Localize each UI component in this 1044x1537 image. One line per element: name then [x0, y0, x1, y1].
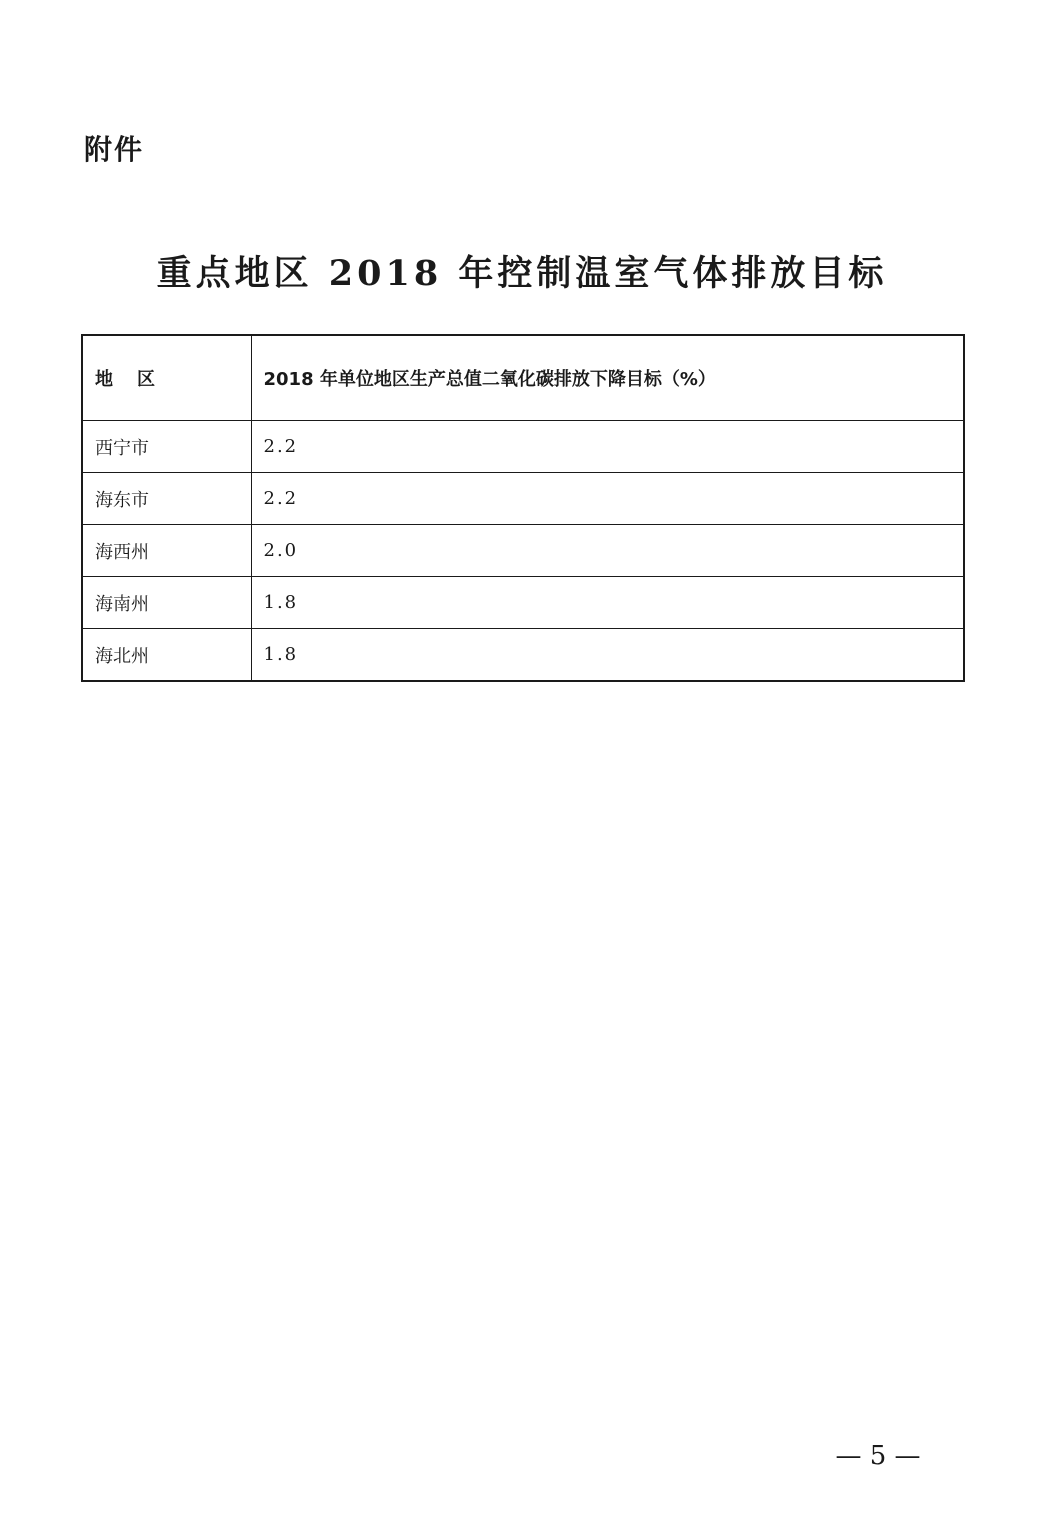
value-cell: 1.8 [251, 577, 964, 629]
value-cell: 2.0 [251, 525, 964, 577]
table-row [82, 577, 964, 629]
region-cell: 海南州 [82, 577, 251, 629]
page-number: — 5 — [835, 1441, 921, 1471]
value-cell: 2.2 [251, 421, 964, 473]
value-cell: 1.8 [251, 629, 964, 682]
header-target: 2018 年单位地区生产总值二氧化碳排放下降目标（%） [251, 335, 964, 421]
attachment-label: 附件 [84, 133, 145, 166]
table-row [82, 629, 964, 682]
region-cell: 海东市 [82, 473, 251, 525]
value-cell: 2.2 [251, 473, 964, 525]
region-cell: 海北州 [82, 629, 251, 682]
table-row [82, 525, 964, 577]
region-cell: 西宁市 [82, 421, 251, 473]
table-row [82, 473, 964, 525]
document-title: 重点地区 2018 年控制温室气体排放目标 [156, 253, 888, 294]
emission-target-table [81, 334, 965, 682]
region-cell: 海西州 [82, 525, 251, 577]
table-header-row [82, 335, 964, 421]
header-region: 地区 [82, 335, 251, 421]
table-row [82, 421, 964, 473]
